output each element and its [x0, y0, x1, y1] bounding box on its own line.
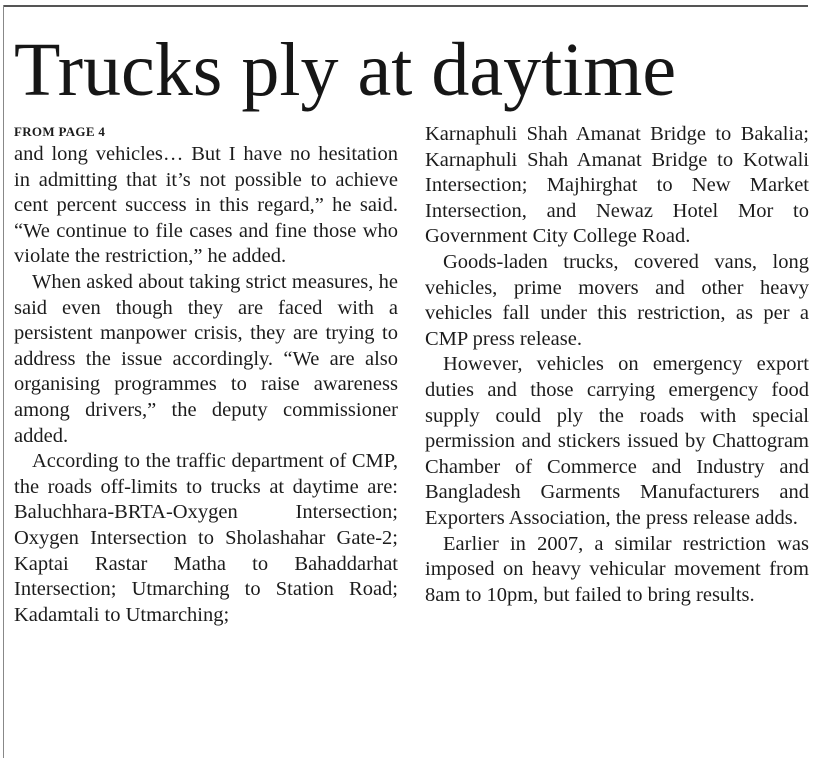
headline: Trucks ply at daytime	[14, 28, 677, 112]
left-border	[3, 5, 4, 758]
continued-from-label: FROM PAGE 4	[14, 124, 106, 139]
article-column-right	[425, 122, 809, 608]
paragraph-right-2: Goods-laden trucks, covered vans, long vehicles, prime movers and other heavy vehicles fall under this restriction, as per a CMP press release.	[425, 250, 809, 350]
paragraph-right-3: However, vehicles on emergency export duties and those carrying emergency food supply could ply the roads with special permission and stickers issued by Chattogram Chamber of Commerce and Industry and Bangladesh Garments Manufacturers and Exporters Association, the press release adds.	[425, 353, 809, 529]
article-column-left	[14, 122, 398, 628]
top-rule	[3, 5, 808, 7]
paragraph-left-2: When asked about taking strict measures, he said even though they are faced with a persistent manpower crisis, they are trying to address the issue accordingly. “We are also organising programmes to raise awareness among drivers,” the deputy commissioner added.	[14, 270, 398, 447]
paragraph-right-4: Earlier in 2007, a similar restriction was imposed on heavy vehicular movement from 8am to 10pm, but failed to bring results.	[425, 532, 809, 606]
paragraph-left-3: According to the traffic department of CMP, the roads off-limits to trucks at daytime are: Baluchhara-BRTA-Oxygen Intersection; Oxygen Intersection to Sholashahar Gate-2; Kaptai Rastar Matha to Bahaddarhat Intersection; Utmarching to Station Road; Kadamtali to Utmarching;	[14, 450, 398, 626]
paragraph-right-1: Karnaphuli Shah Amanat Bridge to Bakalia; Karnaphuli Shah Amanat Bridge to Kotwali Intersection; Majhirghat to New Market Intersection, and Newaz Hotel Mor to Government City College Road.	[425, 123, 809, 248]
paragraph-left-1: and long vehicles… But I have no hesitation in admitting that it’s not possible to achieve cent percent success in this regard,” he said. “We continue to file cases and fine those who violate the restriction,” he added.	[14, 143, 398, 268]
